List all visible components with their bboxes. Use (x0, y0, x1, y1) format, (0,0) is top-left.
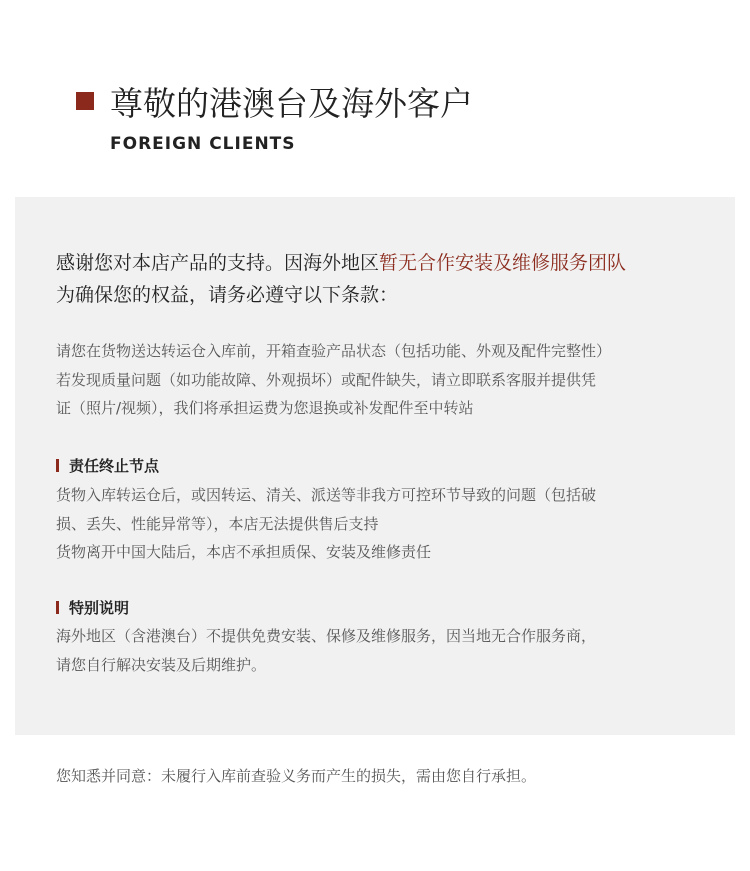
liability-paragraph (56, 481, 596, 567)
section-heading-label: 特别说明 (69, 599, 130, 617)
paragraph-line: 货物离开中国大陆后，本店不承担质保、安装及维修责任 (56, 543, 432, 561)
special-paragraph (56, 622, 596, 679)
intro-highlight: 暂无合作安装及维修服务团队 (379, 252, 627, 274)
intro-text (56, 247, 626, 311)
section-heading-liability (56, 455, 159, 476)
paragraph-line: 货物入库转运仓后，或因转运、清关、派送等非我方可控环节导致的问题（包括破 (56, 486, 597, 504)
section-heading-special (56, 597, 129, 618)
paragraph-line: 证（照片/视频），我们将承担运费为您退换或补发配件至中转站 (56, 399, 474, 417)
section-bar-icon (56, 601, 59, 614)
notice-panel (15, 197, 735, 735)
paragraph-line: 请您在货物送达转运仓入库前，开箱查验产品状态（包括功能、外观及配件完整性） (56, 342, 612, 360)
intro-line-1-prefix: 感谢您对本店产品的支持。因海外地区 (56, 252, 380, 274)
paragraph-line: 若发现质量问题（如功能故障、外观损坏）或配件缺失，请立即联系客服并提供凭 (56, 370, 597, 389)
paragraph-line: 损、丢失、性能异常等），本店无法提供售后支持 (56, 514, 379, 533)
page-subtitle: FOREIGN CLIENTS (110, 134, 296, 154)
inspection-paragraph (56, 337, 611, 423)
intro-line-2: 为确保您的权益，请务必遵守以下条款： (56, 284, 399, 306)
section-heading-label: 责任终止节点 (69, 457, 160, 475)
page-title: 尊敬的港澳台及海外客户 (110, 84, 473, 123)
section-bar-icon (56, 459, 59, 472)
title-square-icon (76, 92, 94, 110)
paragraph-line: 请您自行解决安装及后期维护。 (56, 655, 267, 674)
paragraph-line: 海外地区（含港澳台）不提供免费安装、保修及维修服务，因当地无合作服务商， (56, 627, 597, 645)
footer-note: 您知悉并同意：未履行入库前查验义务而产生的损失，需由您自行承担。 (56, 767, 537, 785)
intro-line-1 (56, 247, 626, 279)
